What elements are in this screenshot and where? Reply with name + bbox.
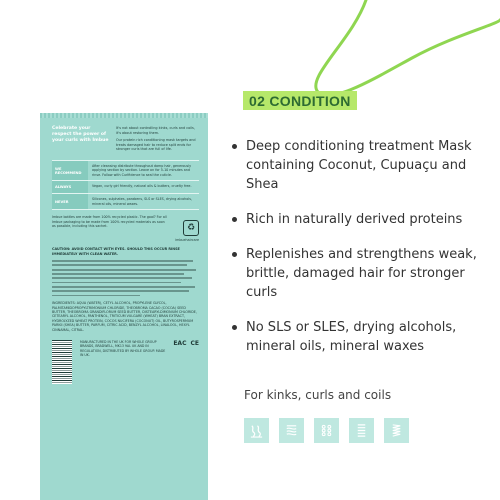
zigzag-hair-icon	[384, 418, 409, 443]
sachet-multilingual-text	[52, 260, 199, 296]
bullet-icon	[232, 144, 237, 149]
hair-type-caption: For kinks, curls and coils	[244, 388, 392, 402]
sachet-crimp-edge	[40, 113, 208, 118]
product-sachet	[40, 113, 208, 500]
wavy-hair-icon	[244, 418, 269, 443]
certification-marks	[173, 340, 199, 347]
step-badge: 02 CONDITION	[243, 91, 357, 110]
sachet-row-never: NEVER Silicones, sulphates, parabens, SLS or SLES, drying alcohols, mineral oils, mineral waxes.	[52, 193, 199, 210]
list-item: Deep conditioning treatment Mask containing Coconut, Cupuaçu and Shea	[232, 137, 494, 194]
sachet-caution: CAUTION: AVOID CONTACT WITH EYES. SHOULD THIS OCCUR RINSE IMMEDIATELY WITH CLEAN WATER.	[52, 247, 180, 256]
bullet-icon	[232, 252, 237, 257]
kinky-hair-icon	[349, 418, 374, 443]
sachet-website: imbuehaircare	[175, 238, 199, 243]
recycle-icon: ♻	[183, 220, 199, 236]
eac-mark: EAC	[173, 339, 187, 347]
sachet-usage-table	[52, 160, 199, 210]
list-item: No SLS or SLES, drying alcohols, mineral oils, mineral waxes	[232, 318, 494, 356]
barcode	[52, 340, 72, 384]
sachet-manufacturer: MANUFACTURED IN THE UK FOR WHOLE GROUP BRANDS, BRADWELL, MK13 9AL UK AND IN REGULATION, DISTRIBUTED BY WHOLE GROUP. MADE IN UK.	[80, 339, 166, 357]
sachet-ingredients: INGREDIENTS: AQUA (WATER), CETYL ALCOHOL, PROPYLENE GLYCOL, PALMITAMIDOPROPYLTRIMONIUM CHLORIDE, THEOBROMA CACAO (COCOA) SEED BUTTER, THEOBROMA GRANDIFLORUM SEED BUTTER, DISTEARYLDIMONIUM CHLORIDE, CETEARYL ALCOHOL, PANTHENOL, TRITICUM VULGARE (WHEAT) BRAN EXTRACT, HYDROLYZED WHEAT PROTEIN, COCOS NUCIFERA (COCONUT) OIL, BUTYROSPERMUM PARKII (SHEA) BUTTER, PARFUM, CITRIC ACID, BENZYL ALCOHOL, LINALOOL, HEXYL CINNAMAL, CITRAL.	[52, 301, 197, 332]
ce-mark: CE	[190, 339, 199, 347]
sachet-row-always: ALWAYS Vegan, curly girl friendly, natural oils & butters, cruelty free.	[52, 180, 199, 193]
bullet-icon	[232, 217, 237, 222]
curly-hair-icon	[279, 418, 304, 443]
list-item: Rich in naturally derived proteins	[232, 210, 494, 229]
bullet-icon	[232, 325, 237, 330]
hair-type-icons	[244, 418, 409, 443]
sachet-intro: It's not about controlling kinks, curls and coils, it's about restoring them. Our protein rich conditioning mask targets and treats damaged hair to reduce split ends for stronger curls that are full of life.	[116, 126, 196, 152]
feature-list	[232, 137, 494, 372]
sachet-tagline: Celebrate your respect the power of your curls with Imbue	[52, 126, 109, 144]
sachet-recycle-note: Imbue bottles are made from 100% recycled plastic. The goal? For all Imbue packaging to be made from 100% recycled materials as soon as possible, including this sachet. ♻ imbuehaircare	[52, 215, 199, 243]
list-item: Replenishes and strengthens weak, brittle, damaged hair for stronger curls	[232, 245, 494, 302]
sachet-row-recommend: WE RECOMMEND After cleansing distribute throughout damp hair, generously applying section by section. Leave on for 5-10 minutes and rinse. Follow with Curlfidence to seal the cuticle.	[52, 160, 199, 180]
coily-hair-icon	[314, 418, 339, 443]
